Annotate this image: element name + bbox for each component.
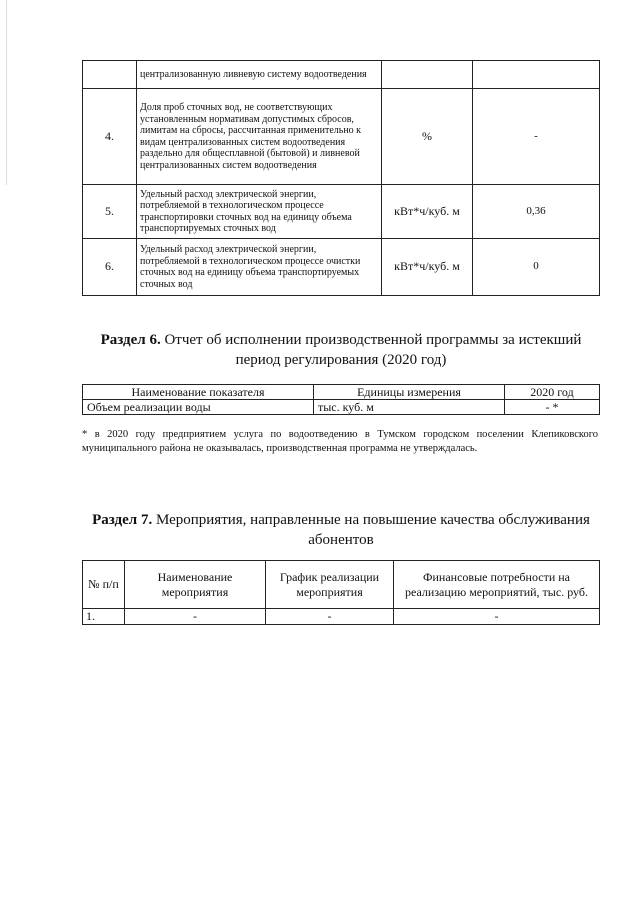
table-cell: -	[125, 609, 266, 625]
table-header-row	[83, 385, 600, 400]
table-row	[83, 400, 600, 415]
column-header: № п/п	[83, 561, 125, 609]
table-row	[83, 89, 600, 185]
unit-cell: %	[382, 89, 473, 185]
row-number: 4.	[83, 89, 137, 185]
continuation-cell: централизованную ливневую систему водоотведения	[137, 61, 382, 89]
table-row	[83, 61, 600, 89]
table-row	[83, 239, 600, 296]
value-cell: 0	[473, 239, 600, 296]
column-header: Единицы измерения	[314, 385, 505, 400]
section6-heading	[82, 330, 600, 370]
footnote: * в 2020 году предприятием услуга по водоотведению в Тумском городском поселении Клепиковского муниципального района не оказывалась, производственная программа не утверждалась.	[82, 429, 598, 454]
value-cell: -	[473, 89, 600, 185]
unit-cell: кВт*ч/куб. м	[382, 185, 473, 239]
table-cell	[382, 61, 473, 89]
table-cell: тыс. куб. м	[314, 400, 505, 415]
column-header: Финансовые потребности на реализацию мероприятий, тыс. руб.	[394, 561, 600, 609]
row-number: 5.	[83, 185, 137, 239]
section-label: Раздел 7.	[92, 512, 153, 528]
indicator-description: Удельный расход электрической энергии, потребляемой в технологическом процессе транспортировки сточных вод на единицу объема транспортируемых сточных вод	[137, 185, 382, 239]
table-cell: -	[394, 609, 600, 625]
row-number: 6.	[83, 239, 137, 296]
section-label: Раздел 6.	[100, 332, 161, 348]
unit-cell: кВт*ч/куб. м	[382, 239, 473, 296]
table-cell	[473, 61, 600, 89]
value-cell: 0,36	[473, 185, 600, 239]
table-cell: 1.	[83, 609, 125, 625]
section-title: Отчет об исполнении производственной программы за истекший период регулирования (2020 год)	[164, 332, 582, 368]
table-row	[83, 609, 600, 625]
indicator-description: Доля проб сточных вод, не соответствующих установленным нормативам допустимых сбросов, лимитам на сбросы, рассчитанная применительно к видам централизованных систем водоотведения раздельно для общесплавной (бытовой) и ливневой централизованных систем водоотведения	[137, 89, 382, 185]
section7-table	[82, 560, 600, 625]
indicators-table	[82, 60, 600, 296]
column-header: Наименование мероприятия	[125, 561, 266, 609]
section7-heading	[82, 510, 600, 550]
table-cell: - *	[505, 400, 600, 415]
column-header: График реализации мероприятия	[266, 561, 394, 609]
table-cell	[83, 61, 137, 89]
section6-table	[82, 384, 600, 415]
table-cell: Объем реализации воды	[83, 400, 314, 415]
table-row	[83, 185, 600, 239]
scan-margin-line	[6, 0, 7, 185]
column-header: 2020 год	[505, 385, 600, 400]
column-header: Наименование показателя	[83, 385, 314, 400]
section-title: Мероприятия, направленные на повышение качества обслуживания абонентов	[155, 512, 590, 548]
table-header-row	[83, 561, 600, 609]
table-cell: -	[266, 609, 394, 625]
indicator-description: Удельный расход электрической энергии, потребляемой в технологическом процессе очистки сточных вод на единицу объема транспортируемых сточных вод	[137, 239, 382, 296]
